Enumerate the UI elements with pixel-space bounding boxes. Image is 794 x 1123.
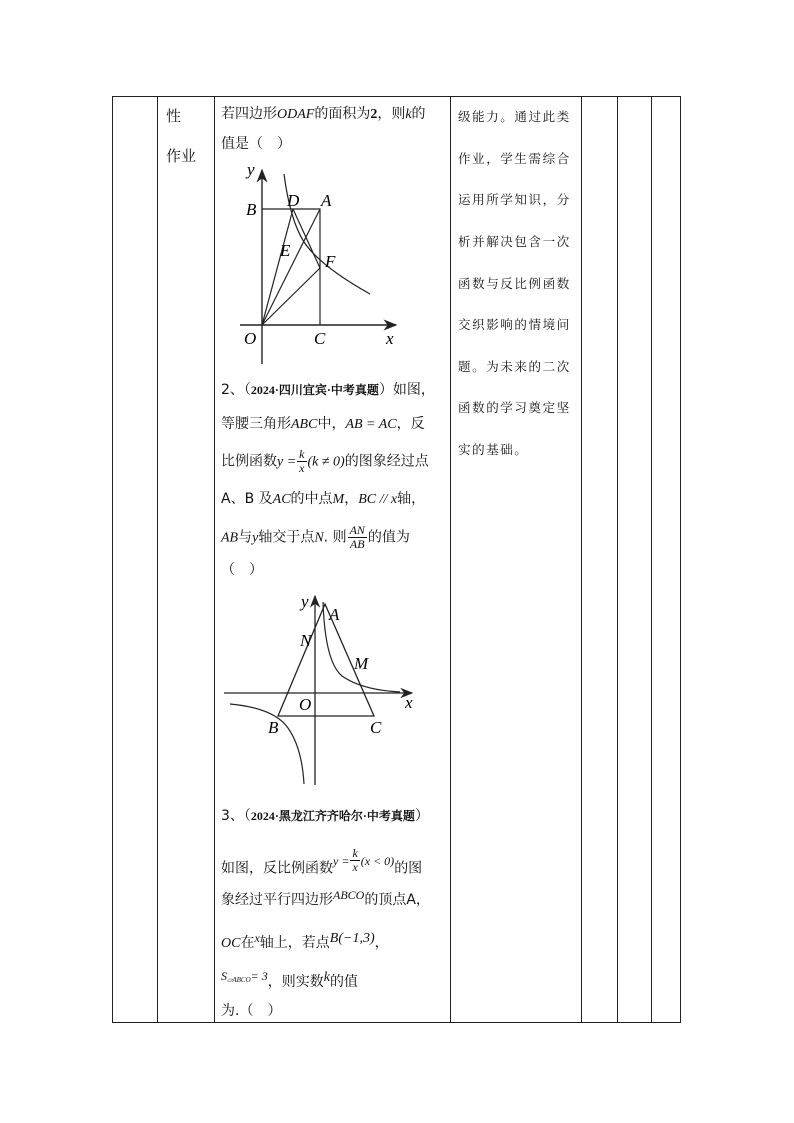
- text: 等腰三角形: [221, 416, 291, 432]
- fraction: [350, 847, 359, 874]
- text: 轴，: [397, 491, 426, 507]
- denominator: x: [299, 461, 305, 475]
- label-F: F: [325, 252, 336, 271]
- text: ，: [374, 935, 389, 951]
- commentary-line: 实的基础。: [458, 442, 529, 457]
- math: M: [332, 492, 345, 507]
- text: ）: [414, 808, 429, 824]
- math: ABCO: [333, 888, 365, 902]
- label-M: M: [354, 654, 369, 673]
- commentary-line: 交织影响的情境问: [458, 317, 571, 332]
- text: 轴交于点: [258, 529, 315, 546]
- math: = 3: [250, 969, 268, 983]
- q3-line3: [221, 890, 430, 910]
- q1-line2: 值是（ ）: [221, 136, 291, 152]
- column-divider: [214, 97, 215, 1022]
- label-O: O: [244, 329, 257, 348]
- denominator: AB: [349, 537, 365, 551]
- label-E: E: [280, 241, 291, 260]
- text: A、B 及: [221, 491, 273, 507]
- figure-2: [222, 590, 422, 790]
- text: 象经过平行四边形: [221, 892, 333, 908]
- math: OC: [221, 936, 241, 951]
- q2-line5: [221, 524, 410, 551]
- text: ，则: [377, 106, 406, 122]
- math: BC // x: [358, 492, 398, 507]
- text: 的值: [330, 974, 358, 990]
- label-B: B: [246, 200, 257, 219]
- text: 的值为: [367, 529, 410, 546]
- text: 比例函数: [221, 453, 277, 470]
- commentary-line: 函数的学习奠定坚: [458, 400, 571, 415]
- text: 的顶点A，: [364, 892, 430, 908]
- column-label-line2: 作业: [166, 147, 197, 165]
- commentary-line: 级能力。通过此类: [458, 109, 571, 124]
- denominator: x: [352, 860, 358, 874]
- label-A: A: [321, 191, 332, 210]
- label-D: D: [287, 191, 300, 210]
- q2-line4: [221, 489, 425, 510]
- q3-line2: [221, 846, 423, 882]
- q3-line6: 为.（ ）: [221, 1003, 282, 1019]
- q2-line6: （ ）: [221, 562, 263, 578]
- commentary-line: 运用所学知识，分: [458, 192, 571, 207]
- text: 若四边形: [221, 106, 277, 122]
- numerator: AN: [349, 523, 365, 537]
- text: ，: [344, 491, 359, 507]
- numerator: k: [352, 846, 358, 860]
- label-C: C: [314, 329, 326, 348]
- math: y =: [333, 853, 350, 868]
- line-OF: [262, 268, 320, 325]
- math: x: [254, 931, 260, 945]
- commentary-line: 析并解决包含一次: [458, 234, 571, 249]
- column-divider: [581, 97, 582, 1022]
- label-y: y: [247, 160, 255, 179]
- source: 2024·四川宜宾·中考真题: [250, 383, 379, 397]
- math: y =: [277, 454, 297, 470]
- math: AB: [221, 530, 239, 546]
- text: 的图: [394, 860, 423, 877]
- q2-line2: [221, 414, 425, 435]
- math: B(−1,3): [329, 931, 375, 946]
- label-x: x: [386, 329, 394, 348]
- label-O: O: [299, 695, 312, 714]
- math: S: [221, 969, 227, 983]
- column-divider: [450, 97, 451, 1022]
- q1-line1: [221, 104, 426, 125]
- math: k: [323, 970, 330, 985]
- text: 2、（: [221, 382, 251, 398]
- commentary-line: 作业，学生需综合: [458, 151, 571, 166]
- numerator: k: [299, 447, 305, 461]
- text: 的: [411, 106, 426, 122]
- figure-1: [220, 158, 410, 370]
- math: (x < 0): [360, 853, 395, 868]
- text: ）如图，: [378, 382, 435, 398]
- text: 与: [238, 529, 253, 546]
- math: y: [252, 530, 259, 546]
- q2-line1: [221, 380, 435, 400]
- math: k: [405, 107, 412, 122]
- math: ABC: [291, 417, 318, 432]
- text: ，则实数: [267, 974, 324, 990]
- q2-line3: [221, 448, 429, 475]
- math-subscript: ▱ABCO: [227, 976, 251, 984]
- label-A: A: [329, 605, 340, 624]
- math: (k ≠ 0): [307, 454, 345, 470]
- line-OD: [262, 209, 293, 325]
- text: . 则: [323, 529, 347, 546]
- text: 3、（: [221, 808, 251, 824]
- column-divider: [617, 97, 618, 1022]
- source: 2024·黑龙江齐齐哈尔·中考真题: [250, 809, 415, 823]
- label-N: N: [300, 631, 312, 650]
- math: ODAF: [277, 107, 315, 122]
- math: N: [314, 530, 324, 546]
- text: 的图象经过点: [344, 453, 429, 470]
- q3-line5: [221, 969, 358, 994]
- label-x: x: [405, 693, 413, 712]
- column-label-line1: 性: [166, 107, 182, 125]
- label-B: B: [268, 718, 279, 737]
- math: AB = AC: [345, 417, 397, 432]
- text: 轴上，若点: [259, 935, 330, 951]
- q3-line4: [221, 933, 389, 954]
- text: 的面积为: [314, 106, 371, 122]
- math: AC: [272, 492, 291, 507]
- label-y: y: [301, 592, 309, 611]
- text: 如图，反比例函数: [221, 860, 333, 877]
- commentary-line: 题。为未来的二次: [458, 359, 571, 374]
- math: 2: [370, 107, 378, 122]
- text: 在: [240, 935, 255, 951]
- q3-line1: [221, 806, 429, 826]
- fraction: [297, 448, 306, 475]
- text: 中，: [317, 416, 346, 432]
- text: 的中点: [290, 491, 333, 507]
- text: ，反: [396, 416, 425, 432]
- label-C: C: [370, 718, 382, 737]
- commentary-line: 函数与反比例函数: [458, 276, 571, 291]
- column-divider: [651, 97, 652, 1022]
- fraction: [348, 524, 367, 551]
- line-OA: [262, 209, 320, 325]
- column-divider: [157, 97, 158, 1022]
